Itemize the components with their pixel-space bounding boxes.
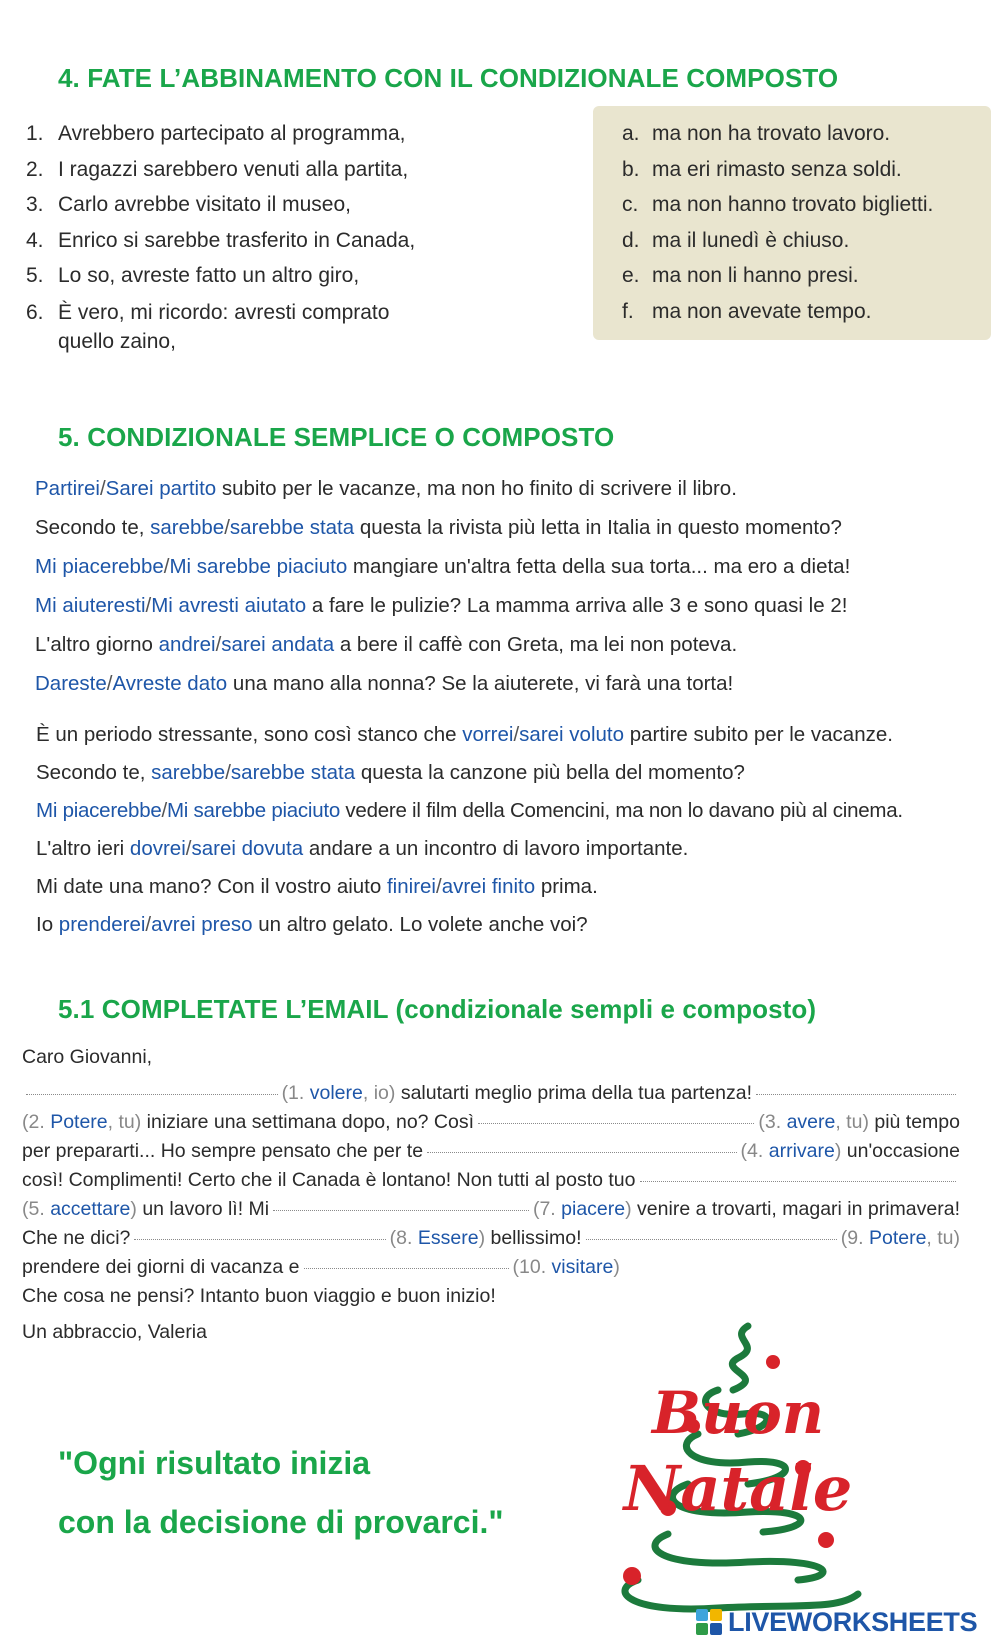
email-text: un'occasione: [846, 1140, 960, 1162]
email-line: [22, 1166, 960, 1195]
sentence-end: partire subito per le vacanze.: [624, 723, 893, 746]
slash: /: [215, 633, 222, 656]
email-text: bellissimo!: [490, 1227, 582, 1249]
option-text: ma non hanno trovato biglietti.: [652, 193, 934, 216]
slash: /: [513, 723, 520, 746]
section-4-title: 4. FATE L’ABBINAMENTO CON IL CONDIZIONALE COMPOSTO: [58, 63, 839, 93]
choice-option-a[interactable]: Mi piacerebbe: [36, 799, 162, 822]
option-letter: b.: [622, 157, 640, 181]
blank-4[interactable]: [427, 1152, 737, 1153]
email-text: prendere dei giorni di vacanza e: [22, 1256, 300, 1278]
choice-sentence: [36, 830, 998, 868]
choice-sentence: [35, 508, 997, 547]
sentence-start: Io: [36, 913, 59, 936]
choice-sentence: [36, 716, 998, 754]
match-options-list: [622, 116, 992, 329]
hint-8: (8. Essere): [389, 1227, 486, 1249]
sentence-start: Mi date una mano? Con il vostro aiuto: [36, 875, 387, 898]
email-line: [22, 1079, 960, 1108]
item-number: 4.: [26, 228, 44, 252]
choice-sentence: [35, 625, 997, 664]
item-text: Avrebbero partecipato al programma,: [58, 122, 406, 145]
email-signoff: Un abbraccio, Valeria: [22, 1321, 207, 1343]
item-text: Carlo avrebbe visitato il museo,: [58, 193, 351, 216]
email-line: [22, 1224, 960, 1253]
sentence-end: prima.: [535, 875, 598, 898]
option-item[interactable]: [622, 294, 992, 330]
slash: /: [99, 477, 106, 500]
email-line: [22, 1195, 960, 1224]
email-line: [22, 1282, 960, 1311]
choice-option-b[interactable]: Sarei partito: [105, 477, 217, 500]
sentence-end: questa la rivista più letta in Italia in questo momento?: [354, 516, 842, 539]
option-letter: a.: [622, 122, 640, 145]
hint-5: (5. accettare): [22, 1198, 137, 1220]
slash: /: [163, 555, 170, 578]
option-item[interactable]: [622, 152, 992, 188]
blank-3[interactable]: [478, 1123, 754, 1124]
choice-option-b[interactable]: avrei preso: [151, 913, 253, 936]
email-text: un lavoro lì! Mi: [142, 1198, 270, 1220]
list-item[interactable]: [26, 116, 586, 152]
sentence-end: mangiare un'altra fetta della sua torta... ma ero a dieta!: [347, 555, 851, 578]
choice-option-a[interactable]: dovrei: [129, 837, 186, 860]
sentence-start: Secondo te,: [36, 761, 152, 784]
blank-1[interactable]: [26, 1094, 278, 1095]
sentence-end: un altro gelato. Lo volete anche voi?: [252, 913, 588, 936]
slash: /: [224, 516, 230, 539]
email-text: Che cosa ne pensi? Intanto buon viaggio e buon inizio!: [22, 1285, 496, 1307]
option-item[interactable]: [622, 187, 992, 223]
email-text: per prepararti... Ho sempre pensato che per te: [22, 1140, 424, 1162]
list-item[interactable]: [26, 152, 586, 188]
choice-sentence: [36, 792, 998, 830]
sentence-end: questa la canzone più bella del momento?: [355, 761, 745, 784]
option-item[interactable]: [622, 116, 992, 152]
choice-sentences-group-1: [35, 469, 997, 703]
email-text: iniziare una settimana dopo, no? Così: [146, 1111, 475, 1133]
sentence-start: Secondo te,: [35, 516, 151, 539]
choice-option-a[interactable]: Mi aiuteresti: [35, 594, 146, 617]
item-number: 2.: [26, 157, 44, 181]
choice-option-a[interactable]: Partirei: [35, 477, 100, 500]
christmas-tree-illustration: [598, 1318, 880, 1618]
list-item[interactable]: [26, 298, 446, 356]
item-text: È vero, mi ricordo: avresti comprato quello zaino,: [58, 300, 390, 353]
option-text: ma il lunedì è chiuso.: [652, 228, 850, 252]
choice-option-a[interactable]: sarebbe: [150, 516, 225, 539]
slash: /: [145, 594, 152, 617]
sentence-start: È un periodo stressante, sono così stanco che: [36, 723, 463, 746]
option-text: ma eri rimasto senza soldi.: [652, 157, 902, 181]
choice-option-b[interactable]: Mi sarebbe piaciuto: [166, 799, 340, 822]
choice-option-b[interactable]: sarei andata: [221, 633, 335, 656]
blank-2[interactable]: [756, 1094, 956, 1095]
blank-7[interactable]: [134, 1239, 385, 1240]
slash: /: [145, 913, 152, 936]
option-letter: d.: [622, 228, 640, 252]
list-item[interactable]: [26, 223, 586, 259]
hint-2: (2. Potere, tu): [22, 1111, 142, 1133]
choice-option-a[interactable]: sarebbe: [151, 761, 226, 784]
email-line: [22, 1253, 960, 1282]
email-text: Che ne dici?: [22, 1227, 131, 1249]
choice-sentence: [35, 547, 997, 586]
option-letter: f.: [622, 299, 634, 323]
choice-option-a[interactable]: vorrei: [462, 723, 514, 746]
choice-option-b[interactable]: sarebbe stata: [229, 516, 355, 539]
choice-option-b[interactable]: sarei dovuta: [191, 837, 304, 860]
hint-9: (9. Potere, tu): [840, 1227, 961, 1249]
sentence-start: L'altro ieri: [36, 837, 130, 860]
hint-3: (3. avere, tu): [758, 1111, 869, 1133]
item-number: 1.: [26, 122, 44, 145]
option-text: ma non avevate tempo.: [652, 299, 872, 323]
item-text: Enrico si sarebbe trasferito in Canada,: [58, 228, 416, 252]
sentence-start: L'altro giorno: [35, 633, 159, 656]
slash: /: [435, 875, 442, 898]
slash: /: [185, 837, 192, 860]
email-body: [22, 1079, 960, 1311]
choice-sentence: [35, 664, 997, 703]
slash: /: [225, 761, 231, 784]
slash: /: [106, 672, 113, 695]
choice-option-a[interactable]: Dareste: [35, 672, 107, 695]
quote-line-1: "Ogni risultato inizia: [58, 1445, 371, 1481]
item-number: 3.: [26, 193, 44, 216]
option-letter: c.: [622, 193, 639, 216]
blank-6[interactable]: [273, 1210, 529, 1211]
option-text: ma non ha trovato lavoro.: [652, 122, 891, 145]
match-sentences-list: [26, 116, 586, 356]
choice-option-b[interactable]: Mi sarebbe piaciuto: [169, 555, 348, 578]
choice-option-a[interactable]: finirei: [386, 875, 436, 898]
email-text: così! Complimenti! Certo che il Canada è lontano! Non tutti al posto tuo: [22, 1169, 636, 1191]
sentence-end: subito per le vacanze, ma non ho finito di scrivere il libro.: [216, 477, 737, 500]
quote-line-2: con la decisione di provarci.": [58, 1504, 504, 1540]
blank-9[interactable]: [304, 1268, 509, 1269]
section-5-1-title: 5.1 COMPLETATE L’EMAIL (condizionale sempli e composto): [58, 994, 817, 1024]
email-text: venire a trovarti, magari in primavera!: [637, 1198, 960, 1220]
list-item[interactable]: [26, 258, 586, 294]
choice-sentence: [35, 469, 997, 508]
sentence-end: a bere il caffè con Greta, ma lei non poteva.: [334, 633, 738, 656]
item-number: 5.: [26, 264, 44, 287]
email-line: [22, 1137, 960, 1166]
choice-sentences-group-2: [36, 716, 998, 944]
choice-option-b[interactable]: sarebbe stata: [230, 761, 356, 784]
sentence-end: vedere il film della Comencini, ma non lo davano più al cinema.: [339, 799, 903, 822]
hint-4: (4. arrivare): [740, 1140, 842, 1162]
email-line: [22, 1108, 960, 1137]
email-text: salutarti meglio prima della tua partenza!: [400, 1082, 752, 1104]
email-greeting: Caro Giovanni,: [22, 1046, 153, 1068]
email-text: più tempo: [874, 1111, 960, 1133]
hint-1: (1. volere, io): [281, 1082, 396, 1104]
hint-10: (10. visitare): [512, 1256, 620, 1278]
item-text: Lo so, avreste fatto un altro giro,: [58, 264, 360, 287]
hint-7: (7. piacere): [532, 1198, 632, 1220]
sentence-end: andare a un incontro di lavoro importante.: [303, 837, 689, 860]
natale-text: Natale: [623, 1452, 853, 1525]
choice-option-b[interactable]: avrei finito: [441, 875, 536, 898]
choice-option-b[interactable]: Mi avresti aiutato: [151, 594, 307, 617]
section-5-title: 5. CONDIZIONALE SEMPLICE O COMPOSTO: [58, 422, 615, 452]
blank-8[interactable]: [586, 1239, 837, 1240]
choice-sentence: [36, 868, 998, 906]
list-item[interactable]: [26, 187, 586, 223]
item-number: 6.: [26, 300, 44, 324]
choice-option-a[interactable]: andrei: [158, 633, 216, 656]
brand-name: LIVEWORKSHEETS: [728, 1606, 978, 1637]
liveworksheets-logo-icon: [696, 1609, 722, 1635]
choice-sentence: [36, 906, 998, 944]
choice-option-a[interactable]: prenderei: [58, 913, 146, 936]
choice-sentence: [36, 754, 998, 792]
option-letter: e.: [622, 264, 640, 287]
buon-text: Buon: [651, 1379, 825, 1447]
liveworksheets-brand[interactable]: [696, 1604, 996, 1640]
slash: /: [161, 799, 167, 822]
item-text: I ragazzi sarebbero venuti alla partita,: [58, 157, 409, 181]
choice-sentence: [35, 586, 997, 625]
sentence-end: una mano alla nonna? Se la aiuterete, vi farà una torta!: [227, 672, 734, 695]
blank-5[interactable]: [640, 1181, 957, 1182]
choice-option-b[interactable]: sarei voluto: [519, 723, 625, 746]
option-item[interactable]: [622, 223, 992, 259]
option-text: ma non li hanno presi.: [652, 264, 859, 287]
option-item[interactable]: [622, 258, 992, 294]
choice-option-a[interactable]: Mi piacerebbe: [35, 555, 164, 578]
sentence-end: a fare le pulizie? La mamma arriva alle 3 e sono quasi le 2!: [306, 594, 848, 617]
choice-option-b[interactable]: Avreste dato: [112, 672, 228, 695]
